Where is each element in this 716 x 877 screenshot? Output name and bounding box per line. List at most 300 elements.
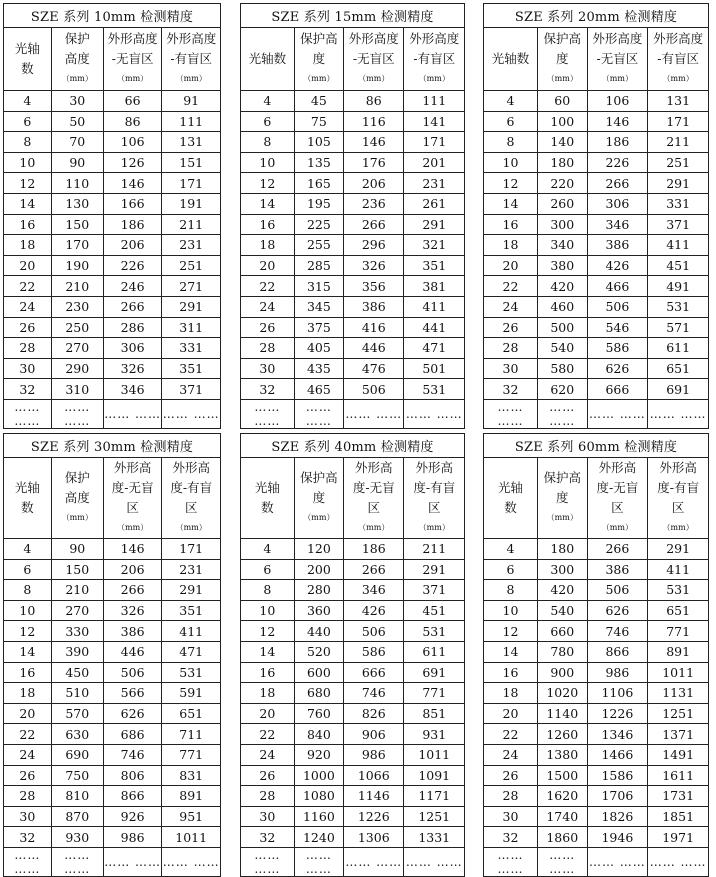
table-cell: 146 (587, 111, 648, 132)
table-cell: 26 (484, 765, 538, 786)
table-cell: 330 (51, 621, 103, 642)
column-header (162, 28, 221, 91)
table-cell: 6 (484, 559, 538, 580)
spec-table-60mm (483, 433, 709, 877)
table-cell: 6 (4, 559, 52, 580)
table-cell: 280 (294, 580, 343, 601)
table-cell: 22 (4, 724, 52, 745)
table-row (241, 152, 465, 173)
column-header-line: 数 (261, 500, 274, 515)
table-cell: 746 (587, 621, 648, 642)
table-cell: 586 (344, 641, 404, 662)
table-cell: 666 (344, 662, 404, 683)
column-header-line: 外形高度 (409, 31, 460, 46)
table-row (4, 703, 221, 724)
table-cell: 4 (484, 539, 538, 560)
table-cell: 206 (103, 235, 162, 256)
table-cell: 32 (4, 379, 52, 400)
table-cell: 12 (484, 621, 538, 642)
ellipsis-cell: …… …… (103, 847, 162, 876)
column-header (51, 28, 103, 91)
column-header-line: -有盲区 (657, 51, 699, 66)
table-row (4, 173, 221, 194)
table-cell: 60 (538, 91, 588, 112)
table-row (484, 317, 709, 338)
table-cell: 8 (484, 132, 538, 153)
table-cell: 271 (162, 276, 221, 297)
table-row (4, 276, 221, 297)
ellipsis-cell: …… …… (484, 399, 538, 428)
table-cell: 506 (587, 296, 648, 317)
column-header-line: 光轴 (14, 480, 40, 495)
column-header-line: 外形高度 (348, 31, 399, 46)
table-cell: 951 (162, 806, 221, 827)
table-cell: 106 (587, 91, 648, 112)
table-cell: 331 (648, 193, 709, 214)
table-row (4, 683, 221, 704)
table-cell: 426 (344, 600, 404, 621)
column-header (241, 28, 295, 91)
table-cell: 146 (103, 539, 162, 560)
table-row (4, 235, 221, 256)
table-cell: 690 (51, 744, 103, 765)
table-cell: 210 (51, 276, 103, 297)
table-cell: 891 (162, 786, 221, 807)
unit-label: （mm） (117, 74, 149, 83)
table-row (484, 173, 709, 194)
unit-label: （mm） (546, 513, 578, 522)
table-cell: 32 (241, 827, 295, 848)
table-row (4, 724, 221, 745)
table-cell: 1000 (294, 765, 343, 786)
table-cell: 90 (51, 152, 103, 173)
ellipsis-cell: …… …… (484, 847, 538, 876)
ellipsis-cell: …… …… (404, 399, 465, 428)
table-row (241, 358, 465, 379)
table-cell: 141 (404, 111, 465, 132)
column-header-line: 度-无盲 (596, 480, 639, 495)
table-row (241, 255, 465, 276)
table-cell: 451 (648, 255, 709, 276)
table-cell: 931 (404, 724, 465, 745)
table-cell: 651 (648, 600, 709, 621)
table-cell: 586 (587, 338, 648, 359)
table-cell: 18 (484, 235, 538, 256)
column-header-line: 保护 (64, 470, 90, 485)
column-header (648, 28, 709, 91)
table-row (4, 358, 221, 379)
table-cell: 146 (344, 132, 404, 153)
table-cell: 1011 (162, 827, 221, 848)
table-title: SZE 系列 30mm 检测精度 (4, 434, 221, 458)
table-cell: 1466 (587, 744, 648, 765)
table-cell: 90 (51, 539, 103, 560)
table-cell: 540 (538, 600, 588, 621)
table-row (484, 580, 709, 601)
table-cell: 120 (294, 539, 343, 560)
table-row (484, 559, 709, 580)
table-cell: 311 (162, 317, 221, 338)
ellipsis-cell: …… …… (4, 399, 52, 428)
table-row (241, 641, 465, 662)
table-row (241, 806, 465, 827)
table-row (484, 600, 709, 621)
table-cell: 291 (162, 580, 221, 601)
column-header-line: 光轴 (14, 41, 40, 56)
table-cell: 270 (51, 338, 103, 359)
table-cell: 250 (51, 317, 103, 338)
table-cell: 386 (587, 559, 648, 580)
table-row (4, 338, 221, 359)
table-row (241, 539, 465, 560)
column-header-line: 保护高 (300, 31, 338, 46)
column-header (103, 458, 162, 539)
table-row (241, 683, 465, 704)
table-row (4, 152, 221, 173)
table-cell: 14 (4, 641, 52, 662)
table-cell: 171 (648, 111, 709, 132)
table-cell: 760 (294, 703, 343, 724)
table-cell: 26 (241, 317, 295, 338)
table-row (241, 379, 465, 400)
table-cell: 20 (4, 255, 52, 276)
column-header-line: 高度 (64, 490, 90, 505)
table-cell: 8 (4, 580, 52, 601)
table-row (4, 132, 221, 153)
table-cell: 326 (344, 255, 404, 276)
table-cell: 10 (484, 152, 538, 173)
table-cell: 32 (484, 827, 538, 848)
table-cell: 465 (294, 379, 343, 400)
table-cell: 28 (4, 338, 52, 359)
column-header-line: 区 (126, 500, 139, 515)
table-row (4, 827, 221, 848)
table-cell: 331 (162, 338, 221, 359)
table-cell: 630 (51, 724, 103, 745)
table-cell: 22 (484, 276, 538, 297)
table-cell: 28 (484, 786, 538, 807)
column-header-line: 数 (21, 500, 34, 515)
table-cell: 570 (51, 703, 103, 724)
table-row (241, 744, 465, 765)
table-cell: 686 (103, 724, 162, 745)
table-cell: 351 (162, 600, 221, 621)
table-cell: 411 (162, 621, 221, 642)
table-cell: 171 (162, 539, 221, 560)
table-row (241, 827, 465, 848)
table-row (241, 111, 465, 132)
table-cell: 866 (587, 641, 648, 662)
column-header-line: 高度 (64, 51, 90, 66)
table-cell: 151 (162, 152, 221, 173)
table-row (484, 235, 709, 256)
table-cell: 16 (484, 662, 538, 683)
table-cell: 22 (4, 276, 52, 297)
table-row (241, 214, 465, 235)
table-cell: 416 (344, 317, 404, 338)
table-cell: 26 (484, 317, 538, 338)
column-header (162, 458, 221, 539)
column-header-line: -无盲区 (352, 51, 395, 66)
table-cell: 920 (294, 744, 343, 765)
table-cell: 1620 (538, 786, 588, 807)
table-cell: 195 (294, 193, 343, 214)
table-cell: 231 (404, 173, 465, 194)
table-cell: 32 (4, 827, 52, 848)
column-header-line: 外形高度 (592, 31, 643, 46)
table-cell: 390 (51, 641, 103, 662)
table-cell: 8 (4, 132, 52, 153)
table-cell: 446 (103, 641, 162, 662)
table-cell: 30 (484, 358, 538, 379)
table-row (4, 91, 221, 112)
table-cell: 6 (241, 111, 295, 132)
table-cell: 246 (103, 276, 162, 297)
table-cell: 8 (241, 580, 295, 601)
column-header-line: 数 (21, 61, 34, 76)
table-cell: 351 (162, 358, 221, 379)
ellipsis-row (4, 847, 221, 876)
table-cell: 266 (103, 296, 162, 317)
table-row (484, 111, 709, 132)
table-cell: 315 (294, 276, 343, 297)
table-row (241, 173, 465, 194)
table-row (484, 806, 709, 827)
table-cell: 266 (587, 539, 648, 560)
table-row (241, 296, 465, 317)
table-cell: 135 (294, 152, 343, 173)
table-cell: 180 (538, 539, 588, 560)
table-cell: 10 (241, 600, 295, 621)
unit-label: （mm） (61, 513, 93, 522)
table-cell: 531 (162, 662, 221, 683)
table-cell: 840 (294, 724, 343, 745)
table-cell: 501 (404, 358, 465, 379)
column-header-line: 外形高 (415, 460, 453, 475)
table-cell: 150 (51, 214, 103, 235)
table-cell: 4 (241, 91, 295, 112)
column-header-line: 区 (184, 500, 198, 515)
table-row (484, 296, 709, 317)
ellipsis-row (484, 399, 709, 428)
column-header-line: 光轴数 (491, 51, 530, 66)
table-cell: 211 (162, 214, 221, 235)
table-cell: 266 (344, 214, 404, 235)
column-header (404, 458, 465, 539)
table-cell: 626 (103, 703, 162, 724)
table-cell: 476 (344, 358, 404, 379)
table-cell: 1131 (648, 683, 709, 704)
table-cell: 986 (344, 744, 404, 765)
table-row (4, 580, 221, 601)
table-cell: 30 (241, 358, 295, 379)
table-cell: 131 (162, 132, 221, 153)
ellipsis-cell: …… …… (538, 399, 588, 428)
unit-label: （mm） (175, 74, 207, 83)
table-title: SZE 系列 20mm 检测精度 (484, 4, 709, 28)
table-cell: 691 (648, 379, 709, 400)
table-row (484, 193, 709, 214)
table-cell: 1260 (538, 724, 588, 745)
table-cell: 806 (103, 765, 162, 786)
table-cell: 24 (4, 296, 52, 317)
table-cell: 8 (484, 580, 538, 601)
table-cell: 411 (648, 235, 709, 256)
table-row (4, 600, 221, 621)
table-cell: 200 (294, 559, 343, 580)
table-cell: 870 (51, 806, 103, 827)
column-header (4, 458, 52, 539)
table-cell: 146 (103, 173, 162, 194)
table-cell: 111 (162, 111, 221, 132)
table-row (484, 703, 709, 724)
table-cell: 651 (648, 358, 709, 379)
table-cell: 255 (294, 235, 343, 256)
ellipsis-cell: …… …… (241, 847, 295, 876)
table-cell: 866 (103, 786, 162, 807)
table-cell: 236 (344, 193, 404, 214)
table-row (484, 91, 709, 112)
unit-label: （mm） (601, 74, 633, 83)
ellipsis-cell: …… …… (538, 847, 588, 876)
table-row (241, 235, 465, 256)
table-cell: 12 (484, 173, 538, 194)
column-header-line: 保护高 (300, 470, 338, 485)
column-header (484, 458, 538, 539)
table-row (484, 724, 709, 745)
ellipsis-cell: …… …… (344, 399, 404, 428)
table-cell: 6 (241, 559, 295, 580)
column-header-line: -有盲区 (170, 51, 213, 66)
table-row (484, 641, 709, 662)
table-row (4, 662, 221, 683)
table-cell: 8 (241, 132, 295, 153)
table-cell: 591 (162, 683, 221, 704)
table-row (484, 765, 709, 786)
table-cell: 810 (51, 786, 103, 807)
table-cell: 626 (587, 358, 648, 379)
column-header (103, 28, 162, 91)
table-cell: 30 (4, 806, 52, 827)
table-cell: 746 (344, 683, 404, 704)
table-cell: 310 (51, 379, 103, 400)
column-header (538, 458, 588, 539)
table-row (484, 379, 709, 400)
table-cell: 826 (344, 703, 404, 724)
table-cell: 30 (484, 806, 538, 827)
table-cell: 20 (241, 255, 295, 276)
table-cell: 460 (538, 296, 588, 317)
table-cell: 12 (4, 621, 52, 642)
column-header-line: 光轴数 (248, 51, 287, 66)
table-cell: 466 (587, 276, 648, 297)
table-row (241, 338, 465, 359)
table-cell: 206 (103, 559, 162, 580)
table-cell: 1146 (344, 786, 404, 807)
table-cell: 12 (4, 173, 52, 194)
table-cell: 371 (404, 580, 465, 601)
table-cell: 4 (4, 539, 52, 560)
table-row (4, 193, 221, 214)
table-cell: 851 (404, 703, 465, 724)
table-cell: 451 (404, 600, 465, 621)
table-cell: 300 (538, 559, 588, 580)
table-cell: 386 (587, 235, 648, 256)
table-cell: 580 (538, 358, 588, 379)
table-cell: 506 (103, 662, 162, 683)
column-header-line: 度 (555, 490, 569, 505)
table-row (484, 255, 709, 276)
table-cell: 1380 (538, 744, 588, 765)
table-cell: 471 (162, 641, 221, 662)
table-row (4, 806, 221, 827)
ellipsis-cell: …… …… (648, 399, 709, 428)
table-cell: 116 (344, 111, 404, 132)
table-cell: 1011 (404, 744, 465, 765)
table-cell: 12 (241, 621, 295, 642)
column-header-line: 外形高 (113, 460, 152, 475)
table-cell: 531 (648, 296, 709, 317)
column-header-line: 度-有盲 (170, 480, 213, 495)
table-cell: 30 (241, 806, 295, 827)
table-cell: 1731 (648, 786, 709, 807)
table-cell: 18 (241, 683, 295, 704)
table-cell: 441 (404, 317, 465, 338)
table-cell: 1251 (648, 703, 709, 724)
table-row (484, 621, 709, 642)
table-cell: 18 (4, 683, 52, 704)
table-cell: 130 (51, 193, 103, 214)
table-cell: 506 (587, 580, 648, 601)
table-cell: 780 (538, 641, 588, 662)
ellipsis-cell: …… …… (162, 399, 221, 428)
table-cell: 20 (484, 703, 538, 724)
table-cell: 326 (103, 358, 162, 379)
ellipsis-cell: …… …… (103, 399, 162, 428)
table-cell: 28 (241, 786, 295, 807)
table-cell: 411 (648, 559, 709, 580)
column-header-line: 保护高 (543, 31, 581, 46)
table-row (4, 765, 221, 786)
table-cell: 166 (103, 193, 162, 214)
table-cell: 286 (103, 317, 162, 338)
table-cell: 86 (103, 111, 162, 132)
table-cell: 571 (648, 317, 709, 338)
unit-label: （mm） (175, 523, 207, 532)
table-cell: 346 (344, 580, 404, 601)
column-header (4, 28, 52, 91)
table-cell: 360 (294, 600, 343, 621)
table-row (241, 276, 465, 297)
table-cell: 226 (587, 152, 648, 173)
ellipsis-cell: …… …… (587, 847, 648, 876)
table-cell: 285 (294, 255, 343, 276)
table-cell: 611 (648, 338, 709, 359)
table-cell: 16 (484, 214, 538, 235)
table-row (241, 765, 465, 786)
table-cell: 771 (404, 683, 465, 704)
ellipsis-cell: …… …… (51, 847, 103, 876)
table-cell: 150 (51, 559, 103, 580)
table-cell: 18 (484, 683, 538, 704)
table-cell: 14 (4, 193, 52, 214)
table-cell: 220 (538, 173, 588, 194)
spec-table-10mm (3, 3, 221, 429)
column-header-line: 数 (504, 500, 517, 515)
table-cell: 100 (538, 111, 588, 132)
table-cell: 16 (4, 214, 52, 235)
table-cell: 70 (51, 132, 103, 153)
